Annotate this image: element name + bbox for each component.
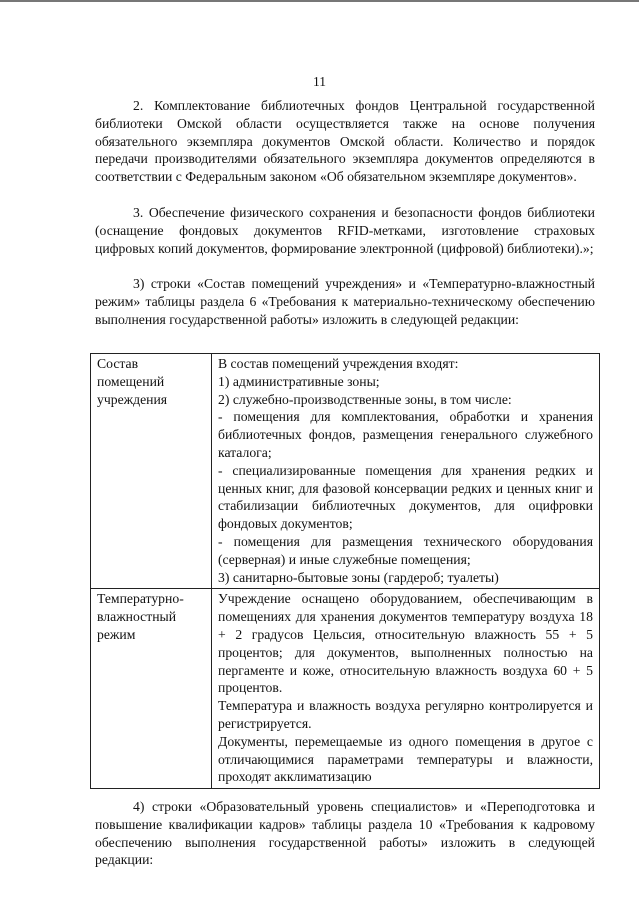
content-line: - помещения для размещения технического оборудования (серверная) и иные служебные помещения; [218, 533, 593, 567]
row-label: Состав помещений учреждения [91, 354, 212, 589]
requirements-table [90, 353, 600, 789]
paragraph-physical-preservation [95, 204, 595, 257]
paragraph-text: 3. Обеспечение физического сохранения и безопасности фондов библиотеки (оснащение фондовых документов RFID-метками, изготовление страховых цифровых копий документов, формирование электронной (цифровой) библиотеки).»; [95, 205, 595, 256]
table-row [91, 354, 600, 589]
paragraph-amendment-section-10 [95, 798, 595, 869]
row-content [212, 354, 600, 589]
content-line: 1) административные зоны; [218, 373, 380, 389]
paragraph-library-acquisition [95, 97, 595, 186]
top-border-line [0, 0, 639, 6]
paragraph-text: 2. Комплектование библиотечных фондов Центральной государственной библиотеки Омской области осуществляется также на основе получения обязательного экземпляра документов Омской области. Количество и порядок передачи производителями обязательного экземпляра документов определяются в соответствии с Федеральным законом «Об обязательном экземпляре документов». [95, 98, 595, 185]
content-line: Учреждение оснащено оборудованием, обеспечивающим в помещениях для хранения документов температуру воздуха 18 + 2 градусов Цельсия, относительную влажность 55 + 5 процентов; для документов, выполненных полностью на пергаменте и коже, относительную влажность воздуха 60 + 5 процентов. [218, 591, 593, 696]
content-line: Документы, перемещаемые из одного помещения в другое с отличающимися параметрами температуры и влажности, проходят акклиматизацию [218, 733, 593, 785]
row-content [212, 589, 600, 789]
content-line: 2) служебно-производственные зоны, в том числе: [218, 391, 512, 407]
row-label: Температурно-влажностный режим [91, 589, 212, 789]
content-line: В состав помещений учреждения входят: [218, 356, 459, 371]
content-line: - помещения для комплектования, обработки и хранения библиотечных фондов, размещения генерального служебного каталога; [218, 409, 593, 460]
page-number: 11 [313, 74, 326, 89]
paragraph-amendment-section-6 [95, 275, 595, 328]
table-row [91, 589, 600, 789]
content-line: - специализированные помещения для хранения редких и ценных книг, для фазовой консервации редких и ценных книг и стабилизации библиотечных документов, для оцифровки фондовых документов; [218, 462, 593, 532]
content-line: 3) санитарно-бытовые зоны (гардероб; туалеты) [218, 569, 499, 585]
paragraph-text: 3) строки «Состав помещений учреждения» и «Температурно-влажностный режим» таблицы раздела 6 «Требования к материально-техническому обеспечению выполнения государственной работы» изложить в следующей редакции: [95, 276, 595, 327]
content-line: Температура и влажность воздуха регулярно контролируется и регистрируется. [218, 698, 593, 731]
paragraph-text: 4) строки «Образовательный уровень специалистов» и «Переподготовка и повышение квалификации кадров» таблицы раздела 10 «Требования к кадровому обеспечению выполнения государственной работы» изложить в следующей редакции: [95, 799, 595, 868]
